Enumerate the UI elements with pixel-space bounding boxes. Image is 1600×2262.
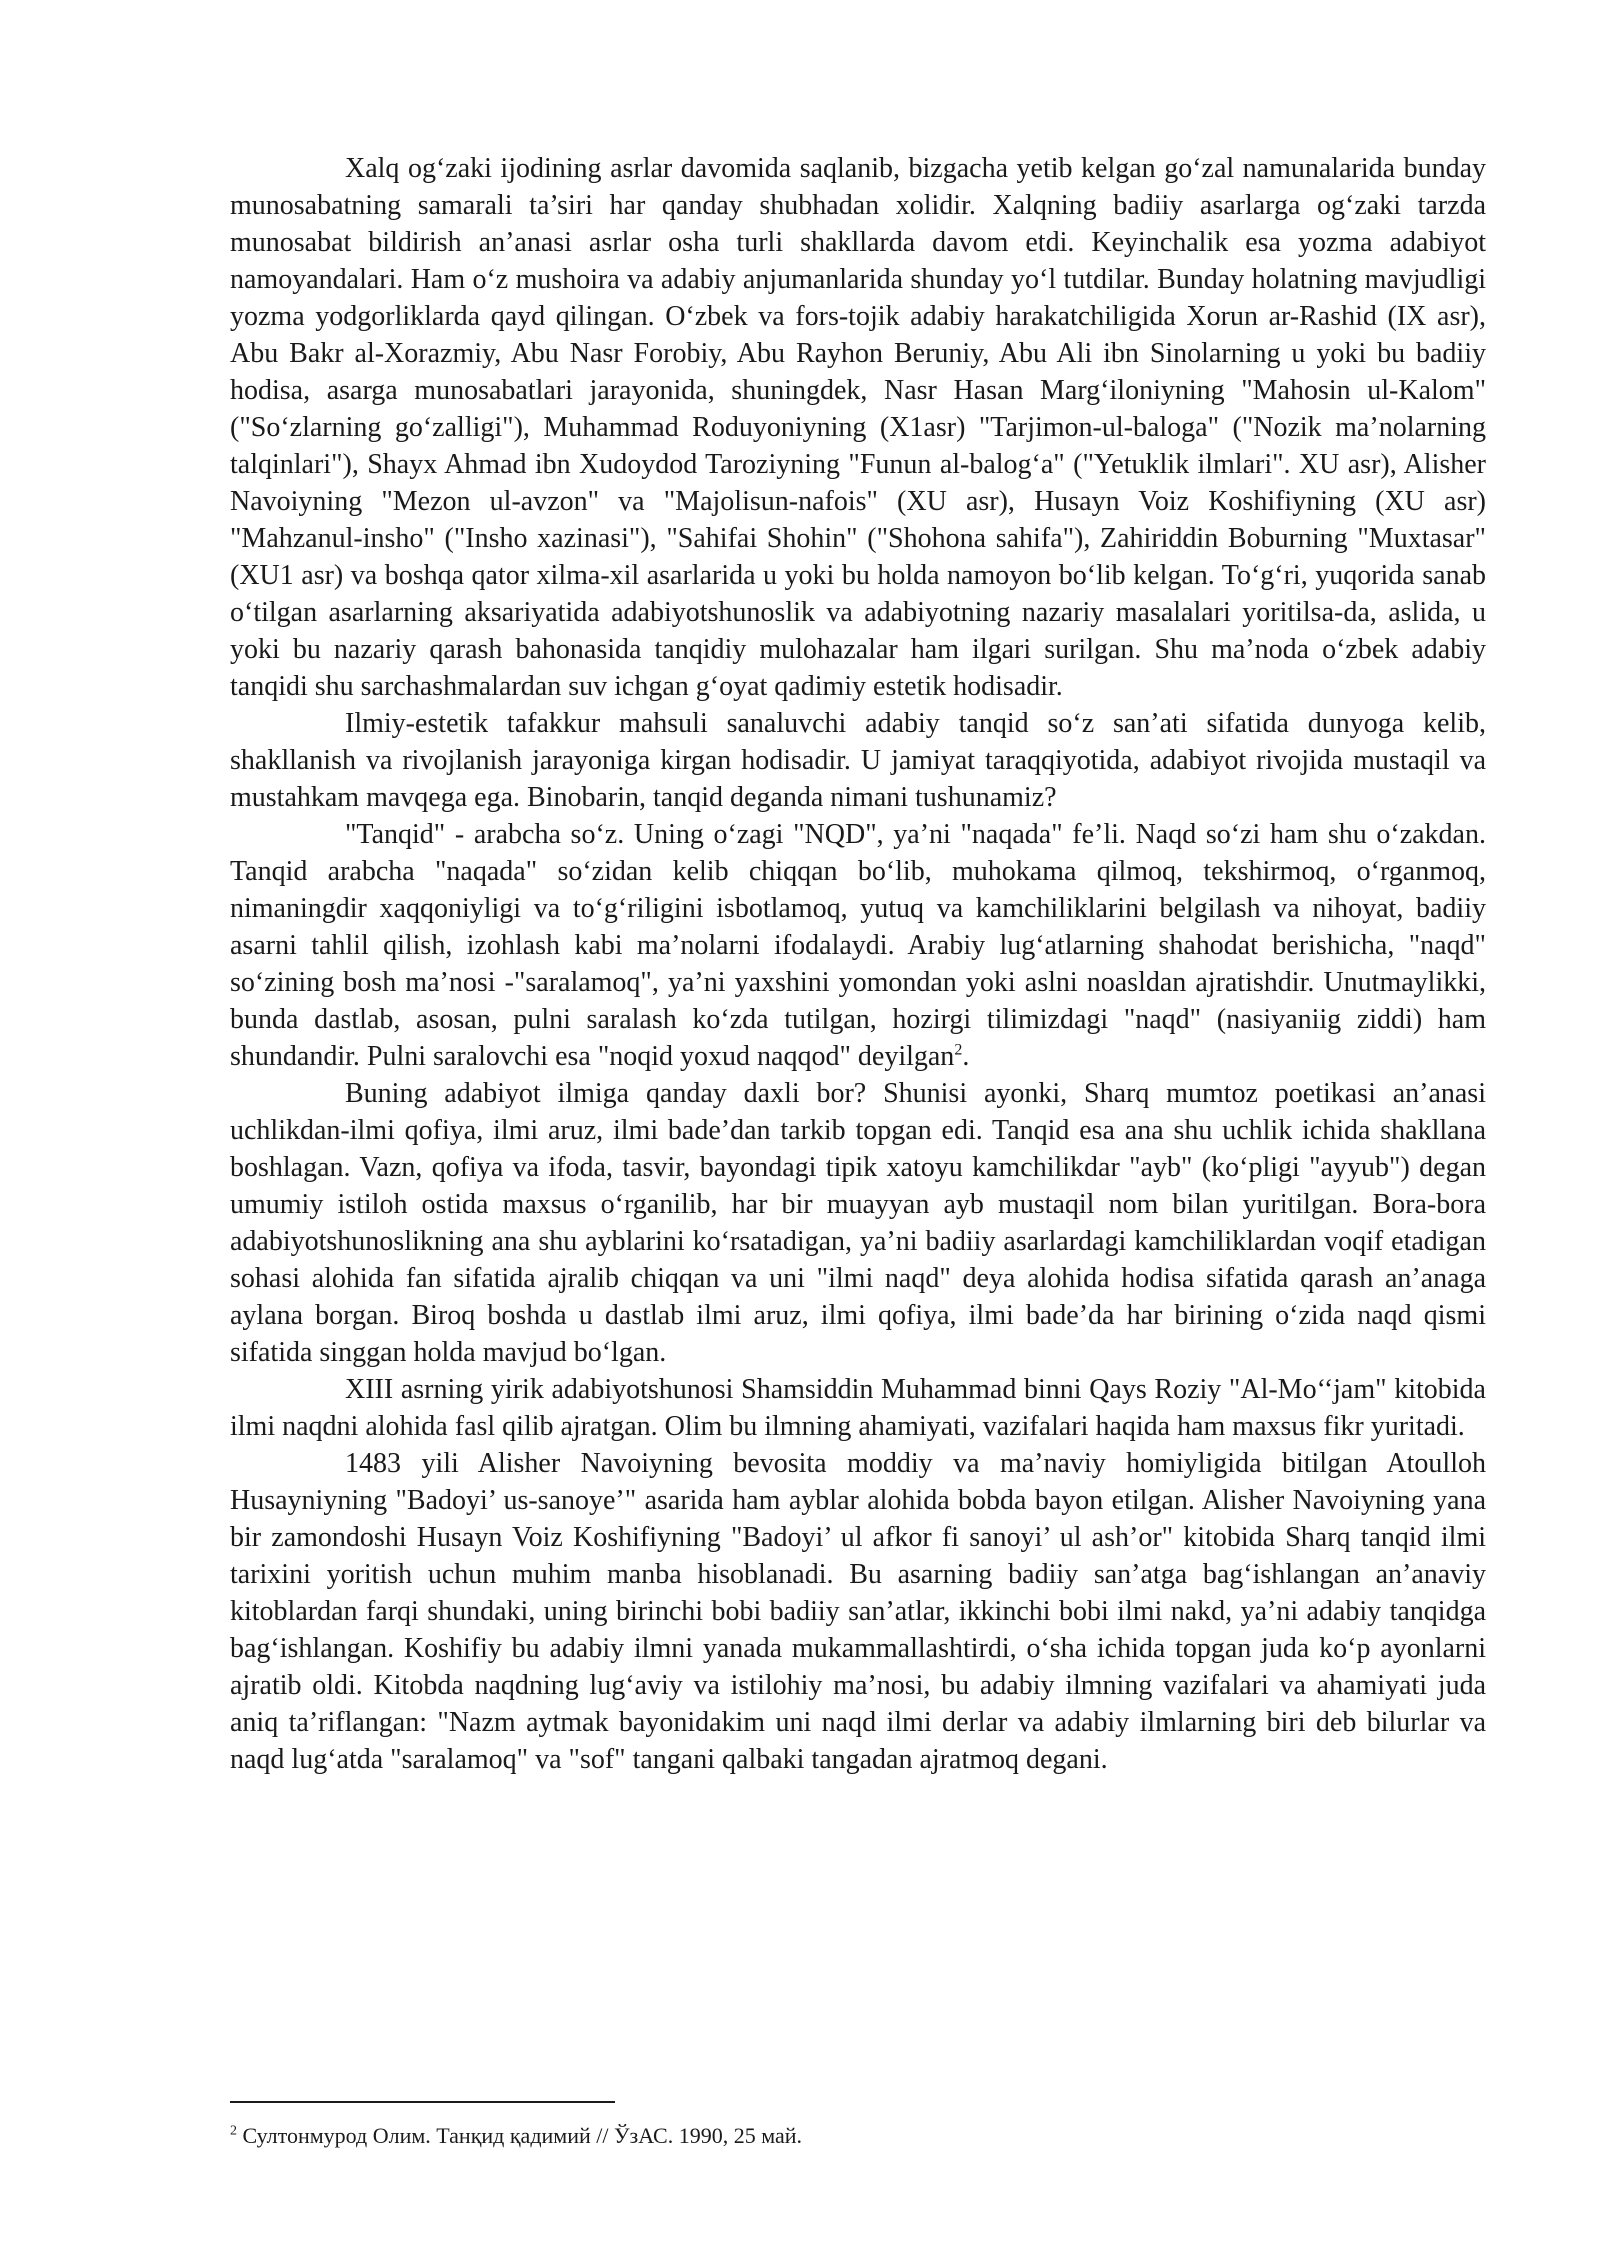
paragraph-3-text: "Tanqid" - arabcha so‘z. Uning o‘zagi "NQD", ya’ni "naqada" fe’li. Naqd so‘zi ham shu o‘zakdan. Tanqid arabcha "naqada" so‘zidan kelib chiqqan bo‘lib, muhokama qilmoq, tekshirmoq, o‘rganmoq, nimaningdir xaqqoniyligi va to‘g‘riligini isbotlamoq, yutuq va kamchiliklarini belgilash va nihoyat, badiiy asarni tahlil qilish, izohlash kabi ma’nolarni ifodalaydi. Arabiy lug‘atlarning shahodat berishicha, "naqd" so‘zining bosh ma’nosi -"saralamoq", ya’ni yaxshini yomondan yoki aslni noasldan ajratishdir. Unutmaylikki, bunda dastlab, asosan, pulni saralash ko‘zda tutilgan, hozirgi tilimizdagi "naqd" (nasiyaniig ziddi) ham shundandir. Pulni saralovchi esa "noqid yoxud naqqod" deyilgan xyxy=(230,819,1486,1072)
paragraph-3 xyxy=(230,816,1486,1075)
footnote-text: Султонмурод Олим. Танқид қадимий // ЎзАС. 1990, 25 май. xyxy=(237,2123,803,2148)
paragraph-5: XIII asrning yirik adabiyotshunosi Shamsiddin Muhammad binni Qays Roziy "Al-Mo‘‘jam" kitobida ilmi naqdni alohida fasl qilib ajratgan. Olim bu ilmning ahamiyati, vazifalari haqida ham maxsus fikr yuritadi. xyxy=(230,1374,1486,1442)
footnote-reference[interactable]: 2 xyxy=(954,1041,963,1059)
footnote xyxy=(230,2122,1486,2150)
document-body xyxy=(230,150,1486,1778)
paragraph-4: Buning adabiyot ilmiga qanday daxli bor? Shunisi ayonki, Sharq mumtoz poetikasi an’anasi uchlikdan-ilmi qofiya, ilmi aruz, ilmi bade’dan tarkib topgan edi. Tanqid esa ana shu uchlik ichida shakllana boshlagan. Vazn, qofiya va ifoda, tasvir, bayondagi tipik xatoyu kamchilikdar "ayb" (ko‘pligi "ayyub") degan umumiy istiloh ostida maxsus o‘rganilib, har bir muayyan ayb mustaqil nom bilan yuritilgan. Bora-bora adabiyotshunoslikning ana shu ayblarini ko‘rsatadigan, ya’ni badiiy asarlardagi kamchiliklardan voqif etadigan sohasi alohida fan sifatida ajralib chiqqan va uni "ilmi naqd" deya alohida hodisa sifatida qarash an’anaga aylana borgan. Biroq boshda u dastlab ilmi aruz, ilmi qofiya, ilmi bade’da har birining o‘zida naqd qismi sifatida singgan holda mavjud bo‘lgan. xyxy=(230,1078,1486,1368)
paragraph-3-tail: . xyxy=(962,1041,970,1072)
footnote-marker: 2 xyxy=(230,2123,237,2139)
paragraph-6: 1483 yili Alisher Navoiyning bevosita moddiy va ma’naviy homiyligida bitilgan Atoulloh Husayniyning "Badoyi’ us-sanoye’" asarida ham ayblar alohida bobda bayon etilgan. Alisher Navoiyning yana bir zamondoshi Husayn Voiz Koshifiyning "Badoyi’ ul afkor fi sanoyi’ ul ash’or" kitobida Sharq tanqid ilmi tarixini yoritish uchun muhim manba hisoblanadi. Bu asarning badiiy san’atga bag‘ishlangan an’anaviy kitoblardan farqi shundaki, uning birinchi bobi badiiy san’atlar, ikkinchi bobi ilmi nakd, ya’ni adabiy tanqidga bag‘ishlangan. Koshifiy bu adabiy ilmni yanada mukammallashtirdi, o‘sha ichida topgan juda ko‘p ayonlarni ajratib oldi. Kitobda naqdning lug‘aviy va istilohiy ma’nosi, bu adabiy ilmning vazifalari va ahamiyati juda aniq ta’riflangan: "Nazm aytmak bayonidakim uni naqd ilmi derlar va adabiy ilmlarning biri deb bilurlar va naqd lug‘atda "saralamoq" va "sof" tangani qalbaki tangadan ajratmoq degani. xyxy=(230,1448,1486,1775)
footnote-separator xyxy=(230,2101,615,2103)
paragraph-1: Xalq og‘zaki ijodining asrlar davomida saqlanib, bizgacha yetib kelgan go‘zal namunalarida bunday munosabatning samarali ta’siri har qanday shubhadan xolidir. Xalqning badiiy asarlarga og‘zaki tarzda munosabat bildirish an’anasi asrlar osha turli shakllarda davom etdi. Keyinchalik esa yozma adabiyot namoyandalari. Ham o‘z mushoira va adabiy anjumanlarida shunday yo‘l tutdilar. Bunday holatning mavjudligi yozma yodgorliklarda qayd qilingan. O‘zbek va fors-tojik adabiy harakatchiligida Xorun ar-Rashid (IX asr), Abu Bakr al-Xorazmiy, Abu Nasr Forobiy, Abu Rayhon Beruniy, Abu Ali ibn Sinolarning u yoki bu badiiy hodisa, asarga munosabatlari jarayonida, shuningdek, Nasr Hasan Marg‘iloniyning "Mahosin ul-Kalom" ("So‘zlarning go‘zalligi"), Muhammad Roduyoniyning (X1asr) "Tarjimon-ul-baloga" ("Nozik ma’nolarning talqinlari"), Shayx Ahmad ibn Xudoydod Taroziyning "Funun al-balog‘a" ("Yetuklik ilmlari". XU asr), Alisher Navoiyning "Mezon ul-avzon" va "Majolisun-nafois" (XU asr), Husayn Voiz Koshifiyning (XU asr) "Mahzanul-insho" ("Insho xazinasi"), "Sahifai Shohin" ("Shohona sahifa"), Zahiriddin Boburning "Muxtasar"(XU1 asr) va boshqa qator xilma-xil asarlarida u yoki bu holda namoyon bo‘lib kelgan. To‘g‘ri, yuqorida sanab o‘tilgan asarlarning aksariyatida adabiyotshunoslik va adabiyotning nazariy masalalari yoritilsa-da, aslida, u yoki bu nazariy qarash bahonasida tanqidiy mulohazalar ham ilgari surilgan. Shu ma’noda o‘zbek adabiy tanqidi shu sarchashmalardan suv ichgan g‘oyat qadimiy estetik hodisadir. xyxy=(230,153,1486,702)
paragraph-2: Ilmiy-estetik tafakkur mahsuli sanaluvchi adabiy tanqid so‘z san’ati sifatida dunyoga kelib, shakllanish va rivojlanish jarayoniga kirgan hodisadir. U jamiyat taraqqiyotida, adabiyot rivojida mustaqil va mustahkam mavqega ega. Binobarin, tanqid deganda nimani tushunamiz? xyxy=(230,708,1486,813)
